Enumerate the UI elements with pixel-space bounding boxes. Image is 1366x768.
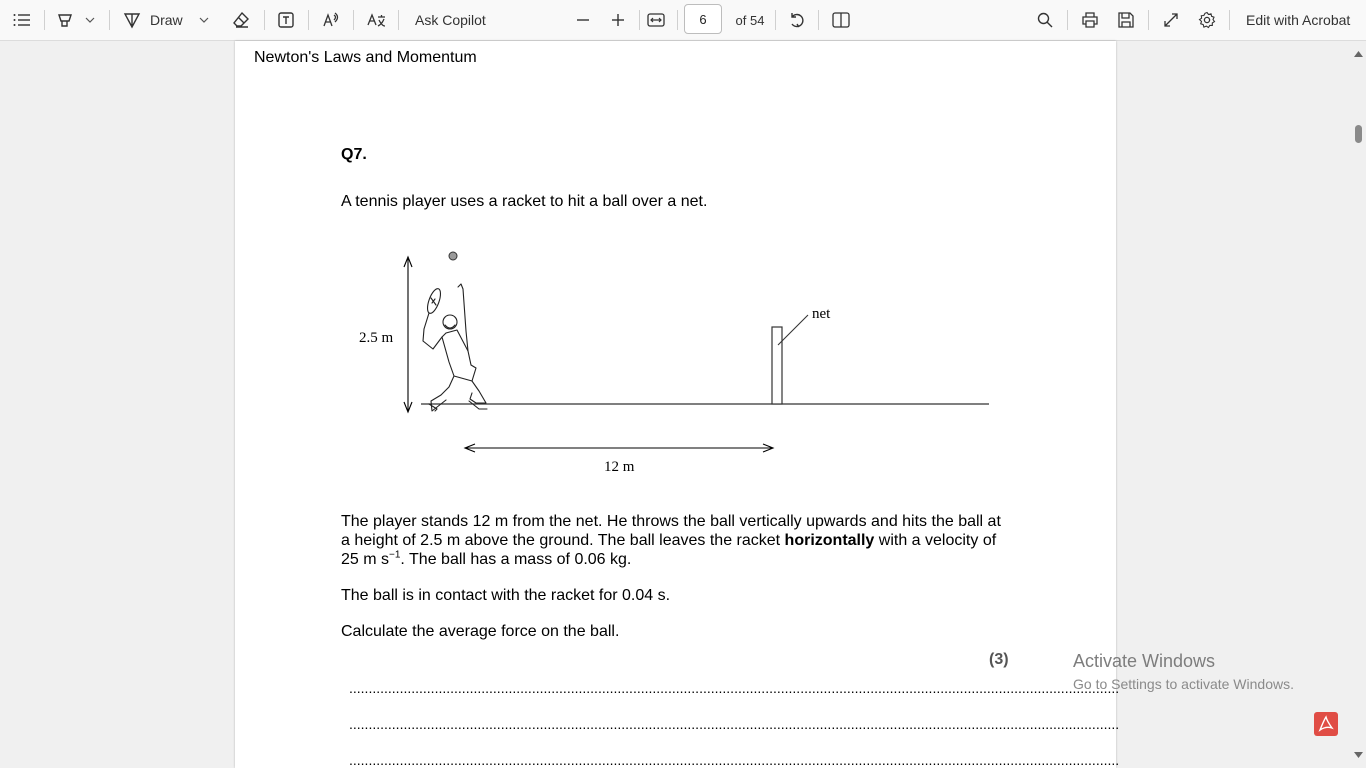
activate-windows-subtitle: Go to Settings to activate Windows.	[1073, 676, 1294, 692]
distance-label: 12 m	[604, 459, 635, 475]
settings-gear-icon[interactable]	[1195, 0, 1219, 40]
search-icon[interactable]	[1033, 0, 1057, 40]
eraser-icon[interactable]	[229, 0, 253, 40]
question-paragraph-1: The player stands 12 m from the net. He throws the ball vertically upwards and hits the ball at a height of 2.5 m above the ground. The ball leaves the racket horizontally with a velocity of 25 m $s^{-1}$. The ball has a mass of 0.06 kg.	[341, 513, 1001, 568]
fullscreen-icon[interactable]	[1159, 0, 1183, 40]
activate-windows-title: Activate Windows	[1073, 651, 1216, 671]
scroll-up-arrow-icon[interactable]	[1354, 51, 1363, 57]
question-number: Q7.	[341, 146, 367, 163]
zoom-in-icon[interactable]	[607, 0, 629, 40]
height-arrow	[404, 257, 412, 412]
pdf-page	[235, 41, 1120, 768]
draw-button[interactable]: Draw	[150, 12, 183, 28]
translate-icon[interactable]	[364, 0, 388, 40]
rotate-icon[interactable]	[785, 0, 809, 40]
tennis-player	[423, 284, 487, 411]
tennis-diagram	[341, 241, 1001, 481]
highlight-dropdown-chevron-icon[interactable]	[82, 0, 98, 40]
vertical-scrollbar[interactable]	[1350, 41, 1366, 768]
marks-label: (3)	[989, 651, 1009, 668]
answer-line: ......................................................................................................................................................................................................	[349, 752, 1120, 768]
height-label: 2.5 m	[359, 330, 394, 346]
read-aloud-icon[interactable]	[319, 0, 343, 40]
question-instruction: Calculate the average force on the ball.	[341, 623, 620, 640]
draw-dropdown-chevron-icon[interactable]	[196, 0, 212, 40]
answer-line: ......................................................................................................................................................................................................	[349, 680, 1120, 696]
ask-copilot-button[interactable]: Ask Copilot	[415, 12, 486, 28]
page-number-input[interactable]: 6	[684, 4, 722, 34]
zoom-out-icon[interactable]	[572, 0, 594, 40]
answer-line: ......................................................................................................................................................................................................	[349, 716, 1120, 732]
draw-pen-icon[interactable]	[120, 0, 144, 40]
net-post	[772, 327, 782, 404]
scrollbar-thumb[interactable]	[1355, 125, 1362, 143]
save-icon[interactable]	[1114, 0, 1138, 40]
page-view-icon[interactable]	[829, 0, 853, 40]
running-header: Newton's Laws and Momentum	[254, 49, 477, 66]
contents-list-icon[interactable]	[10, 0, 34, 40]
acrobat-pdf-icon[interactable]	[1314, 712, 1338, 736]
print-icon[interactable]	[1078, 0, 1102, 40]
text-box-icon[interactable]	[274, 0, 298, 40]
question-intro: A tennis player uses a racket to hit a ball over a net.	[341, 193, 708, 210]
page-count-label: of 54	[735, 12, 765, 28]
pdf-toolbar	[0, 0, 1366, 41]
fit-width-icon[interactable]	[644, 0, 668, 40]
highlight-icon[interactable]	[53, 0, 77, 40]
tennis-ball	[449, 252, 457, 260]
net-label: net	[812, 306, 831, 322]
edit-with-acrobat-button[interactable]: Edit with Acrobat	[1246, 12, 1351, 28]
distance-arrow	[465, 444, 773, 452]
scroll-down-arrow-icon[interactable]	[1354, 752, 1363, 758]
question-paragraph-2: The ball is in contact with the racket for 0.04 s.	[341, 587, 671, 604]
